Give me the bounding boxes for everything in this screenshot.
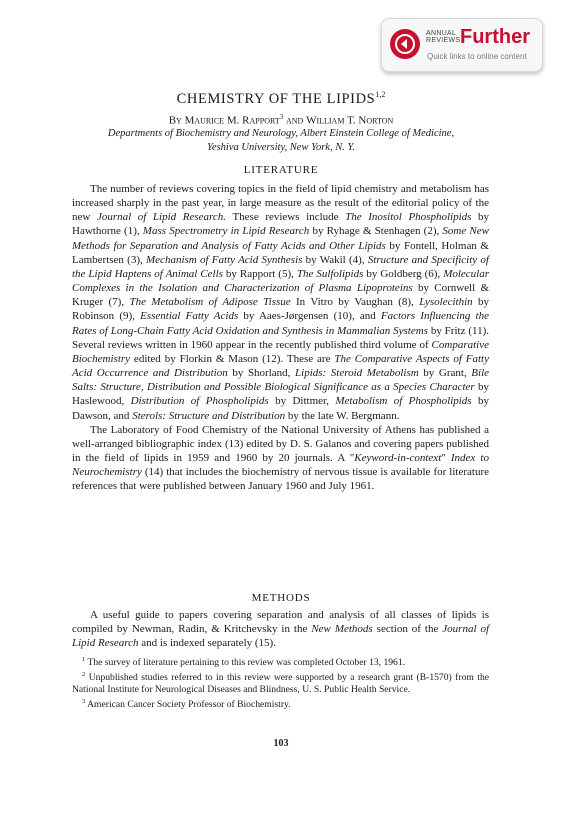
footnote-1: $^1$ The survey of literature pertaining to this review was completed October 13, 1961. (82, 656, 406, 669)
para1-run: by Ryhage & Stenhagen (2), (309, 225, 443, 238)
paragraph-athens-index (72, 423, 489, 494)
para1-run: by Dawson, and (72, 395, 489, 422)
annual-reviews-further-badge[interactable] (381, 18, 543, 72)
footnote-3: $^3$ American Cancer Society Professor of Biochemistry. (82, 698, 291, 711)
para1-run: The Inositol Phospholipids (345, 211, 472, 224)
para1-run: Sterols: Structure and Distribution (132, 409, 286, 422)
para1-run: Structure and Specificity of the Lipid Haptens of Animal Cells (72, 253, 489, 280)
para1-run: Bile Salts: Structure, Distribution and Possible Biological Significance as a Species Character (72, 367, 490, 394)
para1-run: The Sulfolipids (296, 267, 364, 280)
para1-run: edited by Florkin & Mason (12). These are (130, 352, 335, 365)
para1-run: Essential Fatty Acids (140, 310, 239, 323)
para1-run: by Grant, (418, 367, 472, 380)
para1-run: Metabolism of Phospholipids (335, 395, 472, 408)
para1-run: by Fontell, Holman & Lambertsen (3), (72, 239, 489, 266)
section-heading-methods: METHODS (251, 592, 311, 604)
para3-run: Journal of Lipid Research (72, 623, 490, 650)
play-icon (390, 29, 420, 59)
para1-run: Distribution of Phospholipids (130, 395, 269, 408)
para1-run: by Wakil (4), (302, 253, 368, 266)
para1-run: Factors Influencing the Rates of Long-Chain Fatty Acid Oxidation and Synthesis in Mammalian Systems (72, 310, 489, 337)
para1-run: Lysolecithin (419, 296, 473, 309)
para1-run: by Goldberg (6), (363, 267, 444, 280)
para1-run: Comparative Biochemistry (72, 338, 489, 365)
para1-run: The Metabolism of Adipose Tissue (129, 296, 291, 309)
para1-run: Journal of Lipid Research. (96, 211, 227, 224)
para1-run: The Comparative Aspects of Fatty Acid Occurrence and Distribution (72, 352, 489, 380)
para1-run: Some New Methods for Separation and Analysis of Fatty Acids and Other Lipids (72, 225, 489, 252)
para2-run: The Laboratory of Food Chemistry of the National University of Athens has published a well-arranged bibliographic index (13) edited by D. S. Galanos and covering papers published in the field of lipids in 1959 and 1960 by 20 journals. A " (72, 423, 489, 464)
para1-run: The number of reviews covering topics in the field of lipid chemistry and metabolism has increased sharply in the past year, in large measure as the result of the editorial policy of the new (72, 183, 489, 224)
para3-run: A useful guide to papers covering separation and analysis of all classes of lipids is compiled by Newman, Radin, & Kritchevsky in the (72, 609, 489, 636)
para1-run: by Haslewood, (72, 381, 489, 408)
para1-run: Lipids: Steroid Metabolism (295, 367, 419, 380)
author-line: By Maurice M. Rapport$^3$ and William T. Norton (168, 113, 394, 127)
badge-subtitle: Quick links to online content (427, 52, 527, 61)
literature-body (72, 182, 489, 493)
footnote-2: $^2$ Unpublished studies referred to in this review were supported by a research grant (B-1570) from the National Institute for Neurological Diseases and Blindness, U. S. Public Health Service. (72, 671, 489, 696)
para1-run: In Vitro by Vaughan (8), (290, 296, 420, 309)
para1-run: by Aaes-Jørgensen (10), and (238, 310, 381, 323)
para1-run: Molecular Complexes in the Isolation and Characterization of Plasma Lipoproteins (72, 267, 490, 295)
paragraph-reviews (72, 182, 489, 423)
footnotes (72, 654, 489, 712)
paragraph-methods-guide (72, 608, 489, 650)
article-title: CHEMISTRY OF THE LIPIDS$^{1,2}$ (176, 90, 386, 107)
para1-run: Mechanism of Fatty Acid Synthesis (146, 253, 303, 266)
para3-run: section of the (372, 623, 443, 636)
affiliation: Departments of Biochemistry and Neurology, Albert Einstein College of Medicine, Yeshiva University, New York, N. Y. (107, 128, 455, 153)
para1-run: by Shorland, (227, 367, 296, 380)
para2-run: " (441, 451, 451, 464)
para1-run: by Cornwell & Kruger (7), (72, 282, 490, 309)
para2-run: (14) that includes the biochemistry of nervous tissue is available for literature references that were published between January 1960 and July 1961. (72, 466, 489, 493)
para1-run: by Dittmer, (268, 395, 336, 408)
para1-run: by the late W. Bergmann. (285, 409, 400, 422)
para2-run: Index to Neurochemistry (72, 451, 489, 479)
para1-run: Mass Spectrometry in Lipid Research (142, 225, 310, 238)
para1-run: These reviews include (226, 211, 346, 224)
methods-body (72, 608, 489, 650)
para1-run: by Rapport (5), (222, 267, 297, 280)
page-number: 103 (273, 738, 289, 749)
para1-run: by Hawthorne (1), (72, 211, 490, 238)
author-norton: William T. Norton (306, 114, 394, 127)
para3-run: New Methods (311, 623, 373, 636)
badge-further-label: Further (460, 26, 530, 48)
author-rapport: Maurice M. Rapport (184, 114, 280, 127)
badge-annual-reviews-label: ANNUAL REVIEWS (426, 30, 461, 44)
section-heading-literature: LITERATURE (243, 164, 319, 176)
para1-run: by Fritz (11). Several reviews written in 1960 appear in the recently published third volume of (72, 324, 489, 351)
para2-run: Keyword-in-context (354, 451, 442, 464)
para3-run: and is indexed separately (15). (138, 637, 276, 650)
para1-run: by Robinson (9), (72, 296, 489, 323)
